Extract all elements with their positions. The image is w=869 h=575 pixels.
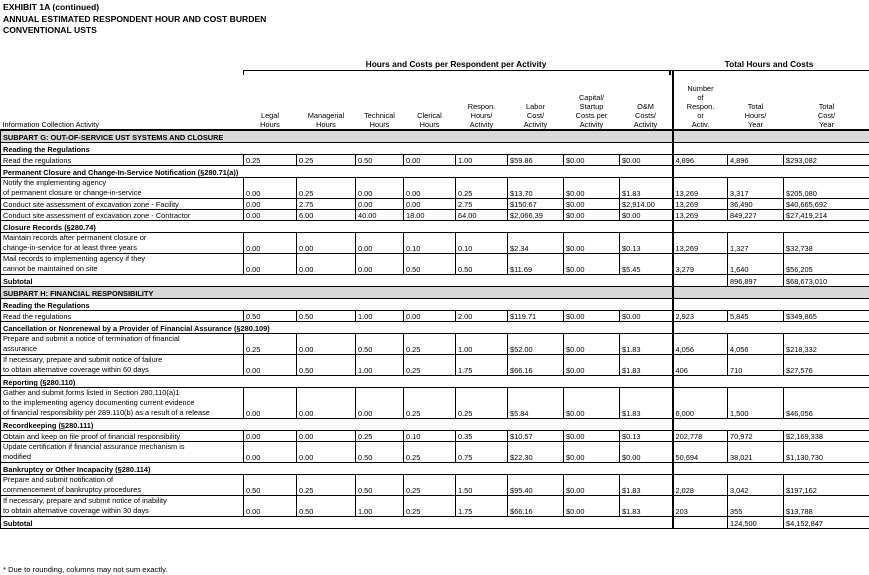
col-number: Number of Respon. or Activ. [673,70,728,130]
col-capital: Capital/ Startup Costs per Activity [564,70,620,130]
subsection-reading-g: Reading the Regulations [1,143,869,155]
footnote: * Due to rounding, columns may not sum exactly. [3,565,168,574]
subsection-reading-h: Reading the Regulations [1,299,869,311]
col-om: O&M Costs/ Activity [620,70,673,130]
exhibit-subtitle: ANNUAL ESTIMATED RESPONDENT HOUR AND COST BURDEN [3,14,267,24]
table-row: Mail records to implementing agency if they cannot be maintained on site 0.00 0.00 0.00 0.50 0.50 $11.69 $0.00 $5.45 3,279 1,640 $56,205 [1,254,869,275]
subsection-closure-records: Closure Records (§280.74) [1,221,869,233]
section-subpart-h: SUBPART H: FINANCIAL RESPONSIBILITY [1,287,869,299]
col-total-hours: Total Hours/ Year [728,70,784,130]
col-technical: Technical Hours [356,70,404,130]
table-row: Read the regulations 0.50 0.50 1.00 0.00 2.00 $119.71 $0.00 $0.00 2,923 5,845 $349,865 [1,311,869,322]
subtotal-row-h: Subtotal 124,500 $4,152,847 [1,517,869,529]
col-total-cost: Total Cost/ Year [784,70,869,130]
column-header-row [1,70,869,130]
table-row: If necessary, prepare and submit notice of failure to obtain alternative coverage within 60 days 0.00 0.50 1.00 0.25 1.75 $66.16 $0.00 $1.83 406 710 $27,576 [1,355,869,376]
subsection-permanent-closure: Permanent Closure and Change-In-Service Notification (§280.71(a)) [1,166,869,178]
table-row: Update certification if financial assurance mechanism is modified 0.00 0.00 0.50 0.25 0.75 $22.30 $0.00 $0.00 50,694 38,021 $1,130,730 [1,442,869,463]
col-legal: Legal Hours [244,70,297,130]
col-managerial: Managerial Hours [297,70,356,130]
table-row: If necessary, prepare and submit notice of inability to obtain alternative coverage within 30 days 0.00 0.50 1.00 0.25 1.75 $66.16 $0.00 $1.83 203 355 $13,788 [1,496,869,517]
exhibit-title: EXHIBIT 1A (continued) [3,2,100,12]
table-row: Conduct site assessment of excavation zone - Facility 0.00 2.75 0.00 0.00 2.75 $150.67 $0.00 $2,914.00 13,269 36,490 $40,665,692 [1,199,869,210]
table-row: Conduct site assessment of excavation zone - Contractor 0.00 6.00 40.00 18.00 64.00 $2,066.39 $0.00 $0.00 13,269 849,227 $27,419,214 [1,210,869,221]
section-subpart-g: SUBPART G: OUT-OF-SERVICE UST SYSTEMS AND CLOSURE [1,130,869,143]
table-row: Prepare and submit a notice of termination of financial assurance 0.25 0.00 0.50 0.25 1.00 $52.00 $0.00 $1.83 4,056 4,056 $218,332 [1,334,869,355]
table-row: Gather and submit forms listed in Section 280.110(a)1 to the implementing agency documenting current evidence of financial responsibility per 289.110(b) as a result of a release 0.00 0.00 0.00 0.25 0.25 $5.84 $0.00 $1.83 6,000 1,500 $46,056 [1,388,869,419]
exhibit-subtitle-2: CONVENTIONAL USTS [3,25,97,35]
subtotal-row-g: Subtotal 896,897 $68,673,010 [1,275,869,287]
table-row: Prepare and submit notification of commencement of bankruptcy procedures 0.50 0.25 0.50 0.25 1.50 $95.40 $0.00 $1.83 2,028 3,042 $197,162 [1,475,869,496]
col-respon-hours: Respon. Hours/ Activity [456,70,508,130]
subsection-cancellation: Cancellation or Nonrenewal by a Provider of Financial Assurance (§280.109) [1,322,869,334]
subsection-reporting: Reporting (§280.110) [1,376,869,388]
subsection-recordkeeping: Recordkeeping (§280.111) [1,419,869,431]
table-row: Read the regulations 0.25 0.25 0.50 0.00 1.00 $59.86 $0.00 $0.00 4,896 4,896 $293,082 [1,155,869,166]
group-header-per-respondent: Hours and Costs per Respondent per Activity [365,59,547,69]
col-clerical: Clerical Hours [404,70,456,130]
table-row: Obtain and keep on file proof of financial responsibility 0.00 0.00 0.25 0.10 0.35 $10.57 $0.00 $0.13 202,778 70,972 $2,169,338 [1,431,869,442]
burden-table [0,70,869,529]
col-activity: Information Collection Activity [1,70,244,130]
table-row: Maintain records after permanent closure or change-in-service for at least three years 0.00 0.00 0.00 0.10 0.10 $2.34 $0.00 $0.13 13,269 1,327 $32,738 [1,233,869,254]
subsection-bankruptcy: Bankruptcy or Other Incapacity (§280.114) [1,463,869,475]
table-row: Notify the implementing agency of permanent closure or change-in-service 0.00 0.25 0.00 0.00 0.25 $13.70 $0.00 $1.83 13,269 3,317 $205,080 [1,178,869,199]
group-header-total: Total Hours and Costs [724,59,814,69]
col-labor-cost: Labor Cost/ Activity [508,70,564,130]
